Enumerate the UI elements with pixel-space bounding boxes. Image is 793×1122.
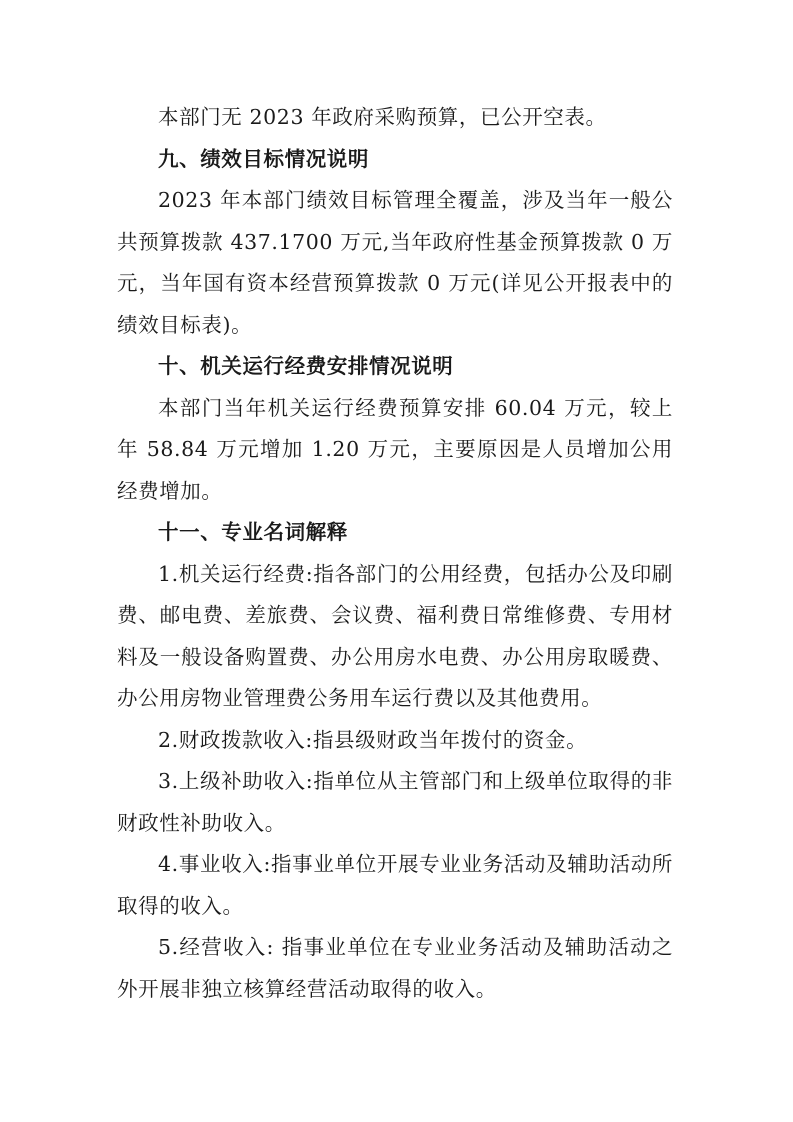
paragraph-operating-expenses: 本部门当年机关运行经费预算安排 60.04 万元，较上年 58.84 万元增加 1.20 万元，主要原因是人员增加公用经费增加。 xyxy=(117,395,673,503)
document-body xyxy=(117,97,673,1010)
paragraph-procurement-budget: 本部门无 2023 年政府采购预算，已公开空表。 xyxy=(158,105,607,129)
paragraph-performance-goals: 2023 年本部门绩效目标管理全覆盖，涉及当年一般公共预算拨款 437.1700 万元,当年政府性基金预算拨款 0 万元，当年国有资本经营预算拨款 0 万元(详见公开报表中的绩效目标表)。 xyxy=(117,188,673,337)
glossary-item-superior-subsidy-income: 3.上级补助收入:指单位从主管部门和上级单位取得的非财政性补助收入。 xyxy=(117,769,673,835)
heading-operating-expenses: 十、机关运行经费安排情况说明 xyxy=(158,354,454,378)
heading-glossary: 十一、专业名词解释 xyxy=(158,520,348,544)
heading-performance-goals: 九、绩效目标情况说明 xyxy=(158,146,369,171)
glossary-item-operating-income: 5.经营收入: 指事业单位在专业业务活动及辅助活动之外开展非独立核算经营活动取得的收入。 xyxy=(117,935,673,1001)
glossary-item-business-income: 4.事业收入:指事业单位开展专业业务活动及辅助活动所取得的收入。 xyxy=(117,852,673,918)
glossary-item-operating-expenses: 1.机关运行经费:指各部门的公用经费，包括办公及印刷费、邮电费、差旅费、会议费、福利费日常维修费、专用材料及一般设备购置费、办公用房水电费、办公用房取暖费、办公用房物业管理费公务用车运行费以及其他费用。 xyxy=(117,561,673,710)
glossary-item-fiscal-allocation-income: 2.财政拨款收入:指县级财政当年拨付的资金。 xyxy=(158,727,588,752)
